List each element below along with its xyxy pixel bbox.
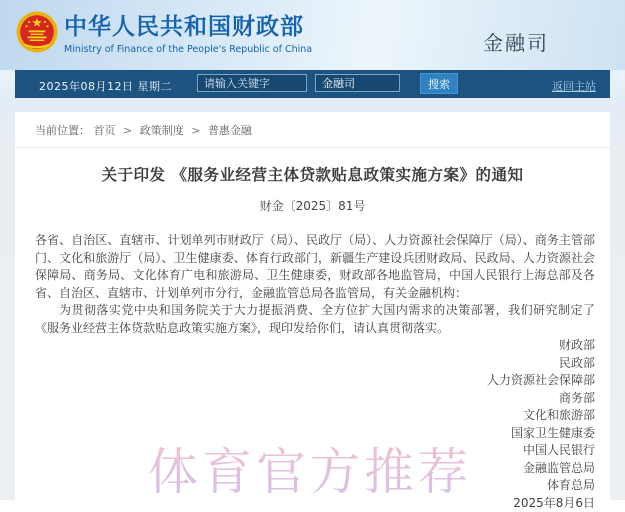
paragraph-recipients: 各省、自治区、直辖市、计划单列市财政厅（局）、民政厅（局）、人力资源社会保障厅（局）、商务主管部门、文化和旅游厅（局）、卫生健康委、体育行政部门，新疆生产建设兵团财政局、民政局、人力资源社会保障局、商务局、文化体育广电和旅游局、卫生健康委，财政部各地监管局，中国人民银行上海总部及各省、自治区、直辖市、计划单列市分行，金融监管总局各监管局，有关金融机构： [35, 232, 595, 302]
signature-item: 体育总局 [35, 477, 595, 495]
content-card [15, 112, 610, 500]
document-number: 财金〔2025〕81号 [15, 197, 610, 214]
site-title-en: Ministry of Finance of the People's Republic of China [64, 44, 312, 55]
signature-item: 财政部 [35, 337, 595, 355]
site-header [0, 0, 625, 70]
document-title: 关于印发 《服务业经营主体贷款贴息政策实施方案》的通知 [45, 164, 580, 186]
breadcrumb-home[interactable]: 首页 [94, 124, 116, 137]
breadcrumb-separator: > [123, 124, 132, 137]
breadcrumb-policy[interactable]: 政策制度 [140, 124, 184, 137]
site-title-block [64, 13, 312, 55]
site-title-cn: 中华人民共和国财政部 [64, 13, 312, 41]
signature-item: 商务部 [35, 390, 595, 408]
signature-item: 中国人民银行 [35, 442, 595, 460]
signature-item: 文化和旅游部 [35, 407, 595, 425]
navbar [15, 70, 610, 98]
search-input[interactable] [197, 74, 307, 92]
signature-block [35, 337, 595, 512]
current-date: 2025年08月12日 星期二 [39, 78, 172, 94]
back-to-main-link[interactable]: 返回主站 [552, 78, 596, 94]
signature-item: 金融监管总局 [35, 460, 595, 478]
signature-item: 国家卫生健康委 [35, 425, 595, 443]
breadcrumb-inclusive-finance[interactable]: 普惠金融 [208, 124, 252, 137]
paragraph-body: 为贯彻落实党中央和国务院关于大力提振消费、全方位扩大国内需求的决策部署，我们研究制定了《服务业经营主体贷款贴息政策实施方案》，现印发给你们，请认真贯彻落实。 [35, 302, 595, 337]
category-select[interactable] [315, 74, 400, 92]
signature-date: 2025年8月6日 [35, 495, 595, 512]
signature-item: 人力资源社会保障部 [35, 372, 595, 390]
china-national-emblem-icon [16, 11, 58, 53]
signature-item: 民政部 [35, 355, 595, 373]
breadcrumb [15, 112, 610, 148]
breadcrumb-separator: > [191, 124, 200, 137]
department-name: 金融司 [483, 27, 549, 56]
breadcrumb-label: 当前位置： [35, 124, 90, 137]
search-button[interactable]: 搜索 [420, 73, 458, 94]
